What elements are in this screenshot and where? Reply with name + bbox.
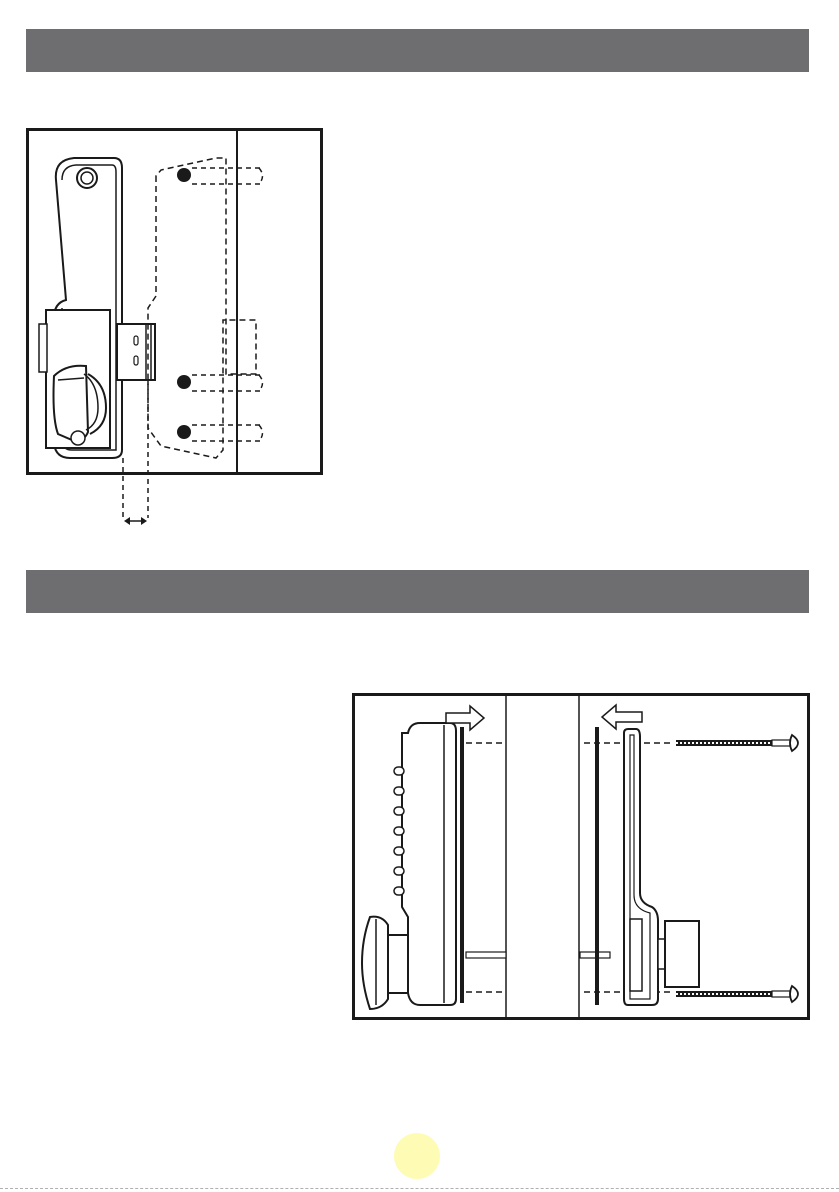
section-2-header [26, 570, 809, 613]
fig-exploded-assembly [352, 693, 810, 1021]
fig-mounting-template [26, 128, 326, 528]
page-number-marker [394, 1133, 440, 1179]
latch-bolt [117, 324, 155, 380]
bottom-divider [0, 1188, 839, 1189]
section-1-header [26, 29, 809, 72]
